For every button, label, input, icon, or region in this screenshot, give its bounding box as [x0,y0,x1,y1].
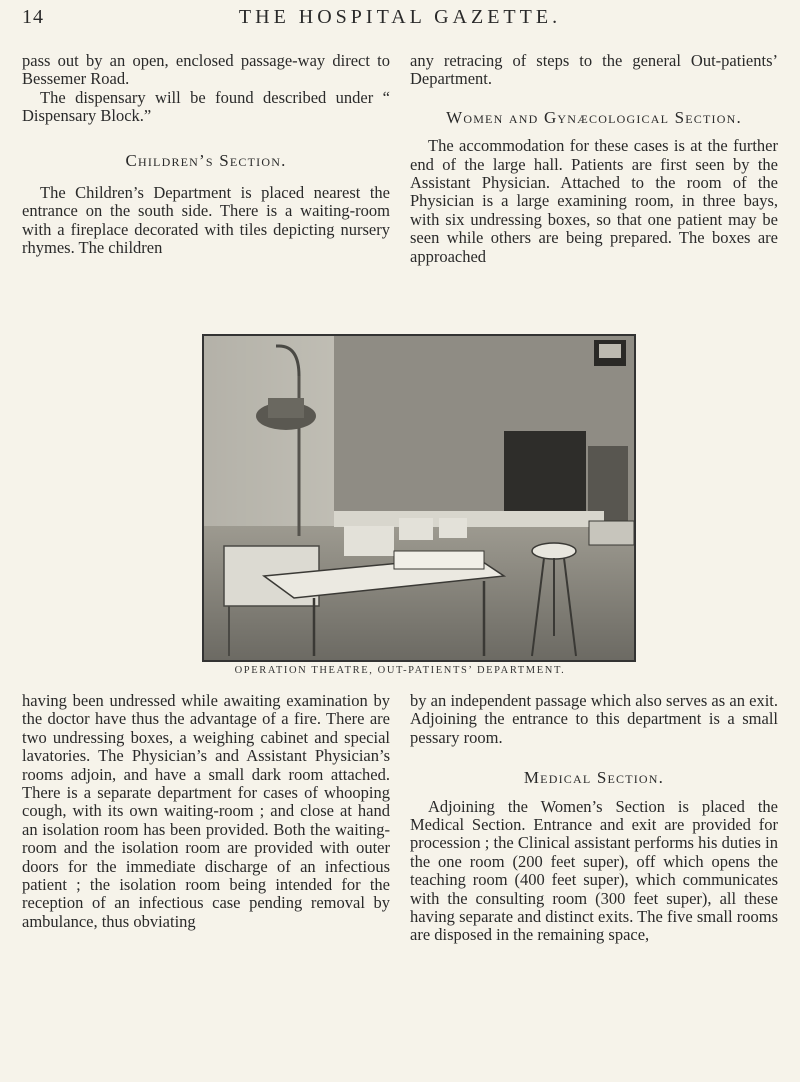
figure-caption: OPERATION THEATRE, OUT-PATIENTS’ DEPARTMENT. [234,665,566,676]
column-left-bottom [22,692,390,931]
paragraph: by an independent passage which also serves as an exit. Adjoining the entrance to this department is a small pessary room. [410,691,778,747]
photo-illustration [204,336,634,660]
section-heading-medical: Medical Section. [523,768,665,788]
paragraph: The Children’s Department is placed nearest the entrance on the south side. There is a waiting-room with a fireplace decorated with tiles depicting nursery rhymes. The children [22,183,390,258]
paragraph: Adjoining the Women’s Section is placed the Medical Section. Entrance and exit are provided for procession ; the Clinical assistant performs his duties in the one room (200 feet super), off which opens the teaching room (400 feet super), which communicates with the consulting room (300 feet super), all these having separate and distinct exits. The five small rooms are disposed in the remaining space, [410,796,778,945]
section-heading-children: Children’s Section. [125,150,287,170]
running-head: THE HOSPITAL GAZETTE. [238,6,562,28]
section-heading-women: Women and Gynæcological Section. [446,107,742,127]
page-number: 14 [22,6,44,28]
column-right-bottom [410,692,778,945]
paragraph: pass out by an open, enclosed passage-way direct to Bessemer Road. [22,51,390,89]
column-right-top [410,52,778,266]
paragraph: The accommodation for these cases is at the further end of the large hall. Patients are first seen by the Assistant Physician. Attached to the room of the Physician is a large examining room, in three bays, with six undressing boxes, so that one patient may be seen while others are being prepared. The boxes are approached [410,136,778,266]
paragraph: any retracing of steps to the general Out-patients’ Department. [410,51,778,89]
paragraph: The dispensary will be found described under “ Dispensary Block.” [22,87,390,126]
page-header [0,4,800,34]
paragraph: having been undressed while awaiting examination by the doctor have thus the advantage of a fire. There are two undressing boxes, a weighing cabinet and special lavatories. The Physician’s and Assistant Physician’s rooms adjoin, and have a small dark room attached. There is a separate department for cases of whooping cough, with its own waiting-room ; and close at hand an isolation room has been provided. Both the waiting-room and the isolation room are provided with outer doors for the immediate discharge of an infectious patient ; the isolation room being intended for the reception of an infectious case pending removal by ambulance, thus obviating [22,691,390,931]
operation-theatre-photo [202,334,636,662]
column-left-top [22,52,390,258]
